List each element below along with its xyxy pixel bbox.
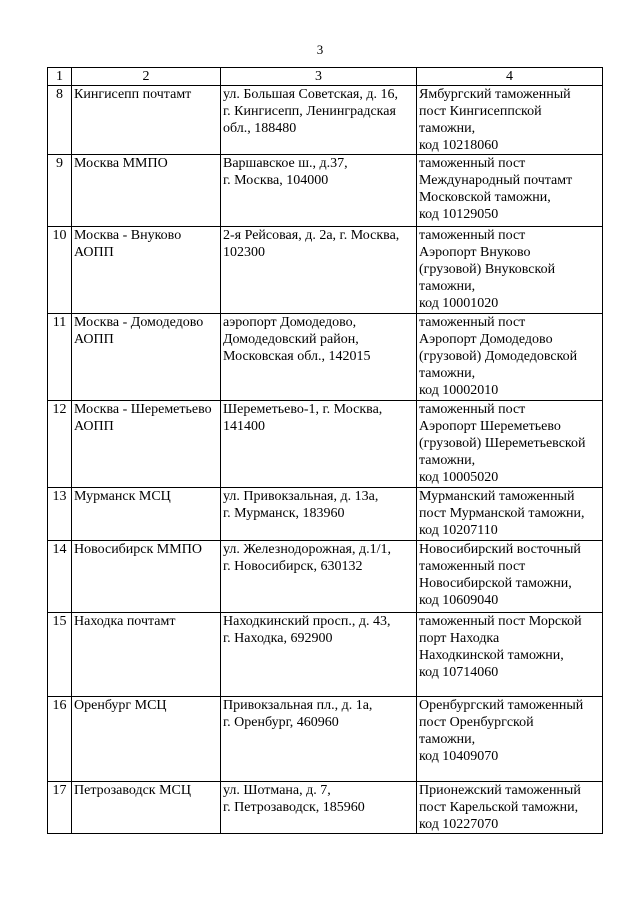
row-number: 15 (48, 613, 72, 697)
post-office-name: Мурманск МСЦ (72, 488, 221, 541)
post-office-address: ул. Большая Советская, д. 16, г. Кингисепп, Ленинградская обл., 188480 (221, 86, 417, 155)
row-number: 8 (48, 86, 72, 155)
customs-post: Ямбургский таможенный пост Кингисеппской таможни, код 10218060 (417, 86, 603, 155)
column-header-office: 2 (72, 68, 221, 86)
table-row (48, 155, 603, 227)
post-office-name: Москва - Шереметьево АОПП (72, 401, 221, 488)
table-row (48, 314, 603, 401)
post-office-name: Москва ММПО (72, 155, 221, 227)
row-number: 14 (48, 541, 72, 613)
post-office-name: Оренбург МСЦ (72, 697, 221, 782)
post-office-address: ул. Железнодорожная, д.1/1, г. Новосибирск, 630132 (221, 541, 417, 613)
row-number: 11 (48, 314, 72, 401)
column-header-address: 3 (221, 68, 417, 86)
row-number: 13 (48, 488, 72, 541)
table-row (48, 782, 603, 834)
table-row (48, 541, 603, 613)
row-number: 9 (48, 155, 72, 227)
table-row (48, 613, 603, 697)
post-office-address: ул. Привокзальная, д. 13а, г. Мурманск, 183960 (221, 488, 417, 541)
table-row (48, 697, 603, 782)
row-number: 17 (48, 782, 72, 834)
post-office-name: Москва - Внуково АОПП (72, 227, 221, 314)
post-office-address: Находкинский просп., д. 43, г. Находка, 692900 (221, 613, 417, 697)
row-number: 16 (48, 697, 72, 782)
post-office-address: Привокзальная пл., д. 1а, г. Оренбург, 460960 (221, 697, 417, 782)
customs-post: таможенный пост Международный почтамт Московской таможни, код 10129050 (417, 155, 603, 227)
post-office-name: Петрозаводск МСЦ (72, 782, 221, 834)
post-office-name: Кингисепп почтамт (72, 86, 221, 155)
post-office-address: 2-я Рейсовая, д. 2а, г. Москва, 102300 (221, 227, 417, 314)
post-office-address: аэропорт Домодедово, Домодедовский район, Московская обл., 142015 (221, 314, 417, 401)
customs-post: таможенный пост Аэропорт Домодедово (грузовой) Домодедовской таможни, код 10002010 (417, 314, 603, 401)
customs-post: таможенный пост Аэропорт Внуково (грузовой) Внуковской таможни, код 10001020 (417, 227, 603, 314)
post-office-address: Варшавское ш., д.37, г. Москва, 104000 (221, 155, 417, 227)
table-row (48, 86, 603, 155)
post-office-name: Находка почтамт (72, 613, 221, 697)
table-row (48, 227, 603, 314)
post-office-name: Москва - Домодедово АОПП (72, 314, 221, 401)
table-row (48, 401, 603, 488)
customs-post: таможенный пост Аэропорт Шереметьево (грузовой) Шереметьевской таможни, код 10005020 (417, 401, 603, 488)
column-header-number: 1 (48, 68, 72, 86)
customs-post: Мурманский таможенный пост Мурманской таможни, код 10207110 (417, 488, 603, 541)
customs-post: Прионежский таможенный пост Карельской таможни, код 10227070 (417, 782, 603, 834)
page-number: 3 (316, 42, 324, 57)
row-number: 12 (48, 401, 72, 488)
table-header-row (48, 68, 603, 86)
table-row (48, 488, 603, 541)
post-office-address: Шереметьево-1, г. Москва, 141400 (221, 401, 417, 488)
post-office-address: ул. Шотмана, д. 7, г. Петрозаводск, 185960 (221, 782, 417, 834)
post-office-name: Новосибирск ММПО (72, 541, 221, 613)
row-number: 10 (48, 227, 72, 314)
customs-post: Новосибирский восточный таможенный пост Новосибирской таможни, код 10609040 (417, 541, 603, 613)
customs-post: таможенный пост Морской порт Находка Находкинской таможни, код 10714060 (417, 613, 603, 697)
customs-post-table (47, 67, 603, 834)
customs-post: Оренбургский таможенный пост Оренбургской таможни, код 10409070 (417, 697, 603, 782)
column-header-customs-post: 4 (417, 68, 603, 86)
